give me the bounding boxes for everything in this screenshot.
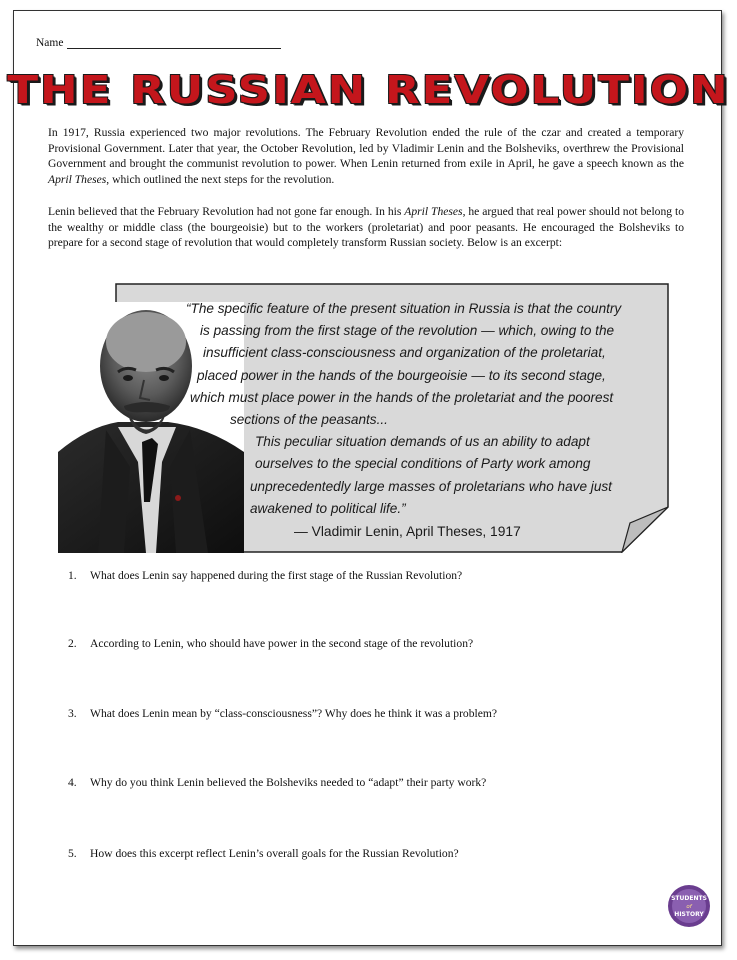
- quote-line: “The specific feature of the present situation in Russia is that the country: [186, 301, 622, 316]
- quote-line: awakened to political life.”: [250, 500, 406, 516]
- name-label: Name: [36, 37, 64, 49]
- intro-text: , which outlined the next steps for the revolution.: [106, 172, 335, 186]
- april-theses-italic: April Theses: [404, 205, 463, 218]
- logo-text: STUDENTS: [671, 895, 707, 902]
- name-input-line[interactable]: [67, 37, 281, 49]
- page-title: THE RUSSIAN REVOLUTION: [7, 66, 730, 113]
- lenin-quote: [186, 298, 662, 520]
- question-text: What does Lenin mean by “class-consciousness”? Why does he think it was a problem?: [90, 707, 498, 720]
- quote-line: ourselves to the special conditions of Party work among: [255, 456, 591, 472]
- quote-line: insufficient class-consciousness and organization of the proletariat,: [203, 345, 606, 361]
- quote-line: which must place power in the hands of the proletariat and the poorest: [190, 389, 614, 405]
- students-of-history-logo: [667, 884, 711, 928]
- intro-paragraph-1: [48, 125, 684, 187]
- question-number: 5.: [68, 847, 77, 860]
- quote-line: unprecedentedly large masses of proletarians who have just: [250, 478, 612, 494]
- intro-text: , he argued that real power should not belong to the wealthy or middle class (the bourgeoisie) but to the workers (proletariat) and poor peasants. He encouraged the Bolsheviks to prepare for a second stage of revolution that would completely transform Russian society. Below is an excerpt:: [48, 205, 684, 250]
- question-4: [68, 776, 486, 789]
- name-row: [36, 37, 281, 49]
- question-text: How does this excerpt reflect Lenin’s overall goals for the Russian Revolution?: [90, 847, 459, 860]
- intro-paragraph-2: [48, 204, 684, 251]
- quote-line: sections of the peasants...: [230, 412, 388, 428]
- question-2: [68, 637, 473, 650]
- question-5: [68, 847, 459, 860]
- question-text: What does Lenin say happened during the first stage of the Russian Revolution?: [90, 569, 463, 582]
- april-theses-italic: April Theses: [48, 172, 107, 186]
- question-number: 2.: [68, 637, 77, 650]
- question-text: Why do you think Lenin believed the Bolsheviks needed to “adapt” their party work?: [90, 776, 487, 789]
- question-1: [68, 569, 462, 582]
- question-number: 1.: [68, 569, 77, 582]
- quote-attribution: — Vladimir Lenin, April Theses, 1917: [294, 524, 521, 539]
- question-number: 3.: [68, 707, 77, 720]
- quote-line: is passing from the first stage of the revolution — which, owing to the: [200, 323, 615, 339]
- intro-text: In 1917, Russia experienced two major revolutions. The February Revolution ended the rule of the czar and created a temporary Provisional Government. Later that year, the October Revolution, led by Vladimir Lenin and the Bolsheviks, overthrew the Provisional Government and brought the communist revolution to power. When Lenin returned from exile in April, he gave a speech known as the: [48, 126, 684, 171]
- quote-line: This peculiar situation demands of us an ability to adapt: [255, 434, 590, 450]
- quote-line: placed power in the hands of the bourgeoisie — to its second stage,: [197, 367, 606, 383]
- intro-text: Lenin believed that the February Revolution had not gone far enough. In his: [48, 205, 405, 218]
- question-3: [68, 707, 497, 720]
- logo-text: HISTORY: [674, 911, 704, 918]
- question-text: According to Lenin, who should have power in the second stage of the revolution?: [90, 637, 474, 650]
- question-number: 4.: [68, 776, 77, 789]
- logo-text: of: [686, 904, 692, 910]
